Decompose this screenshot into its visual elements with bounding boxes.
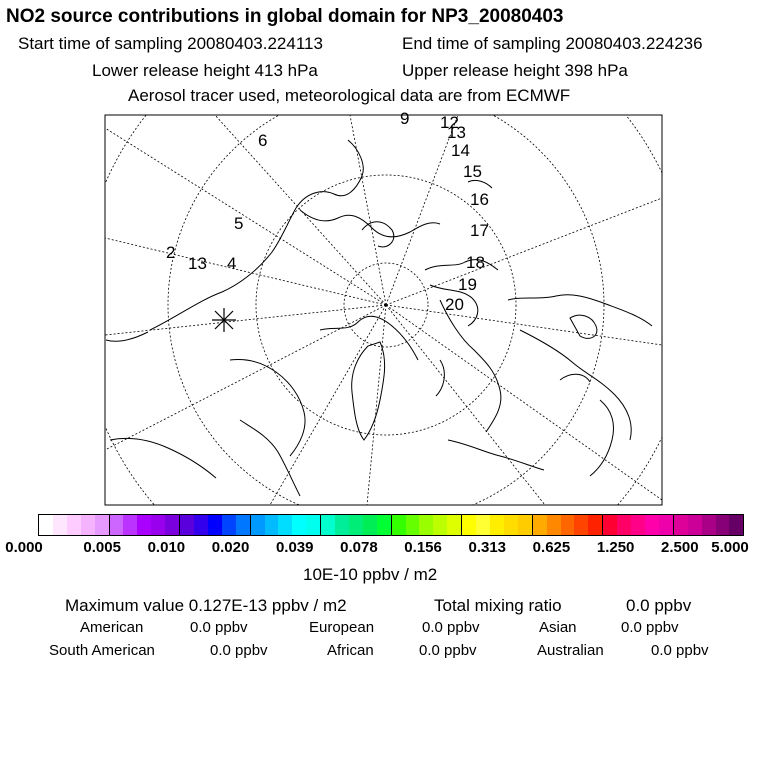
colorbar-swatch (561, 515, 575, 535)
colorbar-swatch (208, 515, 222, 535)
colorbar-swatch (222, 515, 236, 535)
region-value: 0.0 ppbv (651, 642, 709, 659)
colorbar-swatch (729, 515, 743, 535)
colorbar-swatch (716, 515, 730, 535)
tracer-note: Aerosol tracer used, meteorological data are from ECMWF (128, 86, 571, 105)
trajectory-hour-label: 9 (400, 109, 410, 128)
meridian-lines (105, 115, 662, 505)
colorbar-swatch (617, 515, 631, 535)
colorbar-swatch (603, 515, 617, 535)
plot-title: NO2 source contributions in global domain for NP3_20080403 (6, 6, 564, 27)
colorbar-tick-label: 0.010 (147, 539, 186, 556)
colorbar-swatch (151, 515, 165, 535)
colorbar-swatch (39, 515, 53, 535)
trajectory-hour-label: 6 (258, 131, 268, 150)
region-name: Australian (537, 642, 604, 659)
colorbar-swatch (306, 515, 321, 535)
total-mixing-label: Total mixing ratio (434, 596, 562, 615)
trajectory-hour-label: 17 (470, 221, 489, 240)
colorbar-swatch (433, 515, 447, 535)
colorbar-tick-label: 0.005 (83, 539, 121, 556)
upper-height-label: Upper release height 398 hPa (402, 61, 628, 80)
colorbar-unit: 10E-10 ppbv / m2 (303, 565, 438, 584)
colorbar-tick-label: 0.000 (5, 539, 43, 556)
colorbar-swatch (702, 515, 716, 535)
max-value-label: Maximum value 0.127E-13 ppbv / m2 (65, 596, 347, 615)
colorbar-swatch (447, 515, 462, 535)
colorbar-tick-label: 5.000 (711, 539, 749, 556)
trajectory-hour-label: 16 (470, 190, 489, 209)
region-value: 0.0 ppbv (419, 642, 477, 659)
total-mixing-value: 0.0 ppbv (626, 596, 692, 615)
colorbar-swatch (476, 515, 490, 535)
colorbar-swatch (419, 515, 433, 535)
region-name: South American (49, 642, 155, 659)
colorbar-swatch (688, 515, 702, 535)
colorbar-tick-label: 0.156 (404, 539, 442, 556)
region-value: 0.0 ppbv (190, 619, 248, 636)
region-value: 0.0 ppbv (621, 619, 679, 636)
start-time-label: Start time of sampling 20080403.224113 (18, 34, 323, 53)
colorbar-swatch (504, 515, 518, 535)
region-name: Asian (539, 619, 577, 636)
trajectory-labels (166, 109, 489, 314)
colorbar-swatch (462, 515, 476, 535)
colorbar-swatch (292, 515, 306, 535)
colorbar-tick-label: 0.625 (532, 539, 571, 556)
colorbar-swatch (110, 515, 124, 535)
colorbar-swatch (321, 515, 335, 535)
lower-height-label: Lower release height 413 hPa (92, 61, 318, 80)
colorbar-swatch (392, 515, 406, 535)
colorbar-swatch (53, 515, 67, 535)
colorbar-swatch (278, 515, 292, 535)
colorbar-swatch (123, 515, 137, 535)
trajectory-hour-label: 19 (458, 275, 477, 294)
colorbar-swatch (95, 515, 110, 535)
colorbar-swatch (236, 515, 251, 535)
colorbar-swatch (194, 515, 208, 535)
colorbar-swatch (645, 515, 659, 535)
colorbar-swatch (165, 515, 180, 535)
colorbar-swatch (674, 515, 688, 535)
colorbar-swatch (81, 515, 95, 535)
colorbar-swatch (377, 515, 392, 535)
colorbar-swatch (533, 515, 547, 535)
colorbar-swatch (180, 515, 194, 535)
colorbar-swatch (659, 515, 674, 535)
trajectory-hour-label: 18 (466, 253, 485, 272)
trajectory-hour-label: 4 (227, 254, 237, 273)
colorbar-tick-label: 0.039 (275, 539, 314, 556)
colorbar-swatch (490, 515, 504, 535)
colorbar-swatch (349, 515, 363, 535)
colorbar-tick-label: 2.500 (661, 539, 699, 556)
coastlines (106, 140, 652, 496)
colorbar-tick-label: 0.020 (211, 539, 250, 556)
colorbar-swatch (588, 515, 603, 535)
colorbar-swatch (574, 515, 588, 535)
trajectory-hour-label: 13 (447, 123, 466, 142)
trajectory-hour-label: 14 (451, 141, 470, 160)
colorbar-swatch (547, 515, 561, 535)
region-value: 0.0 ppbv (422, 619, 480, 636)
trajectory-hour-label: 12 (440, 113, 459, 132)
colorbar-swatch (335, 515, 349, 535)
colorbar-swatch (518, 515, 533, 535)
source-asterisk-icon (212, 308, 236, 332)
colorbar-tick-label: 1.250 (596, 539, 635, 556)
region-value: 0.0 ppbv (210, 642, 268, 659)
trajectory-hour-label: 15 (463, 162, 482, 181)
colorbar (38, 514, 744, 536)
colorbar-tick-label: 0.078 (340, 539, 378, 556)
trajectory-hour-label: 5 (234, 214, 244, 233)
trajectory-hour-label: 20 (445, 295, 464, 314)
colorbar-swatch (251, 515, 265, 535)
colorbar-swatch (137, 515, 151, 535)
colorbar-tick-label: 0.313 (468, 539, 507, 556)
end-time-label: End time of sampling 20080403.224236 (402, 34, 703, 53)
region-name: European (309, 619, 375, 636)
region-name: African (327, 642, 374, 659)
colorbar-swatch (67, 515, 81, 535)
colorbar-swatch (265, 515, 279, 535)
trajectory-hour-label: 2 (166, 243, 176, 262)
trajectory-hour-label: 13 (188, 254, 207, 273)
region-name: American (80, 619, 144, 636)
colorbar-swatch (631, 515, 645, 535)
colorbar-swatch (406, 515, 420, 535)
colorbar-swatch (363, 515, 377, 535)
